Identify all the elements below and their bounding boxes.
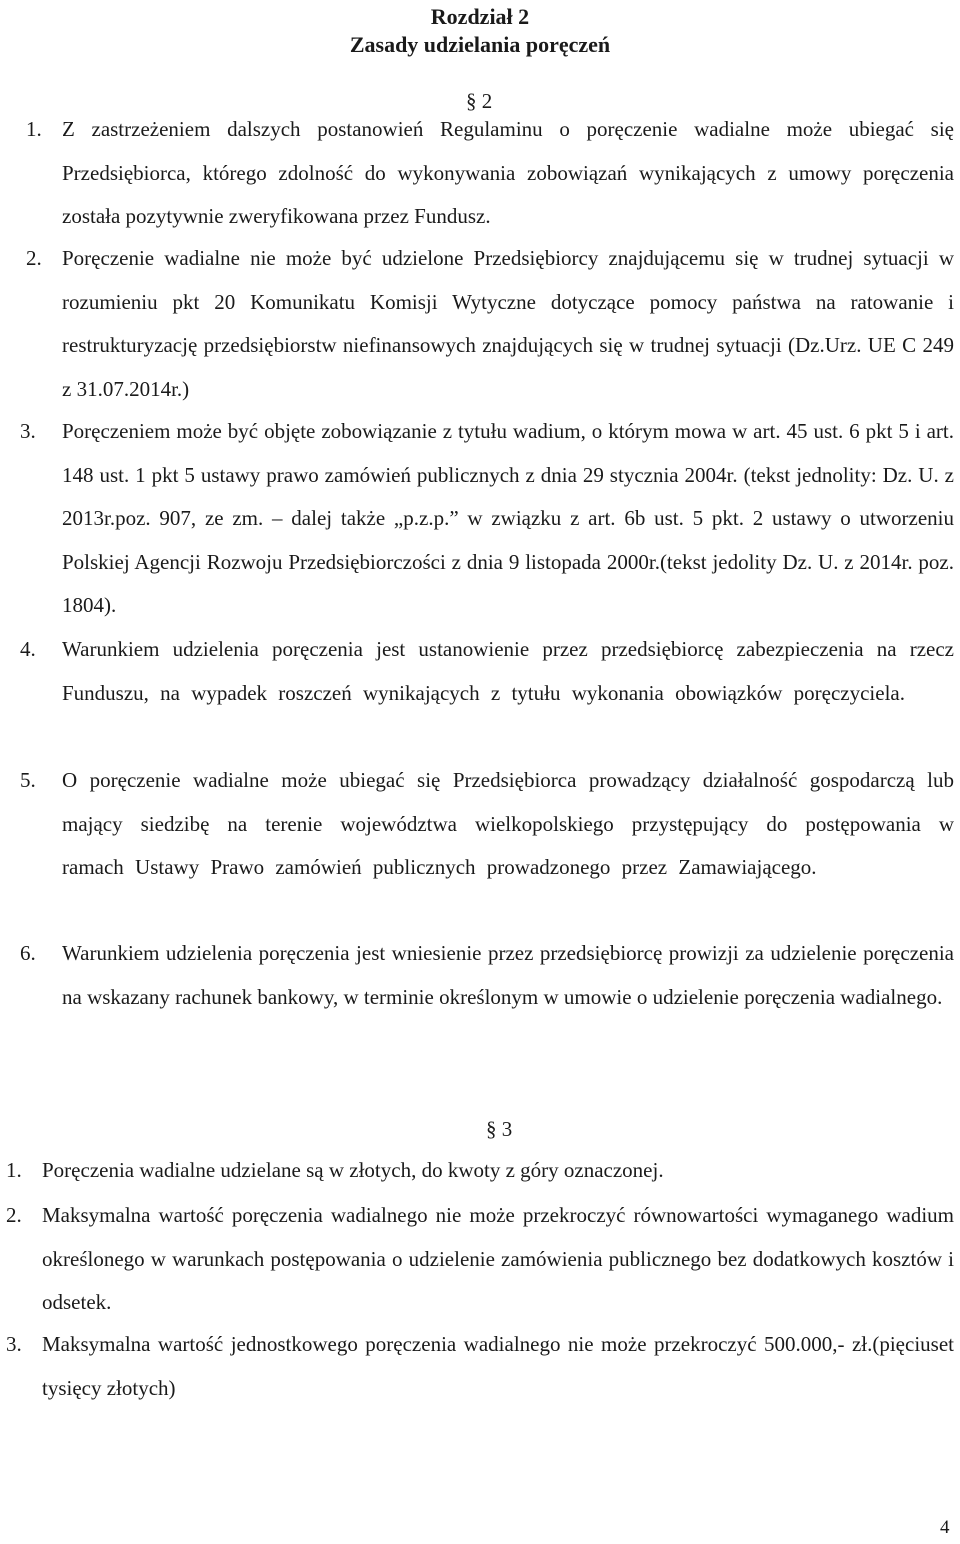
- item-text: Poręczenie wadialne nie może być udzielone Przedsiębiorcy znajdującemu się w trudnej sytuacji w rozumieniu pkt 20 Komunikatu Komisji Wytyczne dotyczące pomocy państwa na ratowanie i restrukturyzację przedsiębiorstw niefinansowych znajdujących się w trudnej sytuacji (Dz.Urz. UE C 249 z 31.07.2014r.): [62, 246, 954, 401]
- page-number: 4: [940, 1517, 950, 1538]
- item-text: Poręczenia wadialne udzielane są w złotych, do kwoty z góry oznaczonej.: [42, 1158, 664, 1182]
- item-number: 4.: [20, 637, 36, 661]
- item-text: Warunkiem udzielenia poręczenia jest ustanowienie przez przedsiębiorcę zabezpieczenia na rzecz Funduszu, na wypadek roszczeń wynikających z tytułu wykonania obowiązków poręczyciela.: [62, 637, 954, 705]
- item-number: 1.: [6, 1158, 22, 1182]
- section-marker-number: 3: [501, 1117, 513, 1141]
- item-text: Poręczeniem może być objęte zobowiązanie z tytułu wadium, o którym mowa w art. 45 ust. 6 pkt 5 i art. 148 ust. 1 pkt 5 ustawy prawo zamówień publicznych z dnia 29 stycznia 2004r. (tekst jednolity: Dz. U. z 2013r.poz. 907, ze zm. – dalej także „p.z.p.” w związku z art. 6b ust. 5 pkt. 2 ustawy o utworzeniu Polskiej Agencji Rozwoju Przedsiębiorczości z dnia 9 listopada 2000r.(tekst jedolity Dz. U. z 2014r. poz. 1804).: [62, 419, 954, 617]
- section-2-marker: § 2: [466, 89, 493, 113]
- chapter-title: Zasady udzielania poręczeń: [349, 32, 611, 57]
- item-text: Maksymalna wartość jednostkowego poręczenia wadialnego nie może przekroczyć 500.000,- zł.(pięciuset tysięcy złotych): [42, 1332, 954, 1400]
- item-number: 3.: [6, 1332, 22, 1356]
- item-text: Z zastrzeżeniem dalszych postanowień Regulaminu o poręczenie wadialne może ubiegać się Przedsiębiorca, którego zdolność do wykonywania zobowiązań wynikających z umowy poręczenia została pozytywnie zweryfikowana przez Fundusz.: [62, 117, 954, 228]
- section-marker-number: 2: [481, 89, 493, 113]
- item-number: 2.: [26, 246, 42, 270]
- item-number: 5.: [20, 768, 36, 792]
- item-text: Maksymalna wartość poręczenia wadialnego nie może przekroczyć równowartości wymaganego wadium określonego w warunkach postępowania o udzielenie zamówienia publicznego bez dodatkowych kosztów i odsetek.: [42, 1203, 954, 1314]
- section-3-marker: § 3: [486, 1117, 513, 1141]
- item-number: 2.: [6, 1203, 22, 1227]
- chapter-number: Rozdział 2: [430, 4, 530, 29]
- item-number: 1.: [26, 117, 42, 141]
- item-text: O poręczenie wadialne może ubiegać się Przedsiębiorca prowadzący działalność gospodarczą lub mający siedzibę na terenie województwa wielkopolskiego przystępujący do postępowania w ramach Ustawy Prawo zamówień publicznych prowadzonego przez Zamawiającego.: [62, 768, 954, 879]
- item-text: Warunkiem udzielenia poręczenia jest wniesienie przez przedsiębiorcę prowizji za udzielenie poręczenia na wskazany rachunek bankowy, w terminie określonym w umowie o udzielenie poręczenia wadialnego.: [62, 941, 954, 1009]
- item-number: 3.: [20, 419, 36, 443]
- item-number: 6.: [20, 941, 36, 965]
